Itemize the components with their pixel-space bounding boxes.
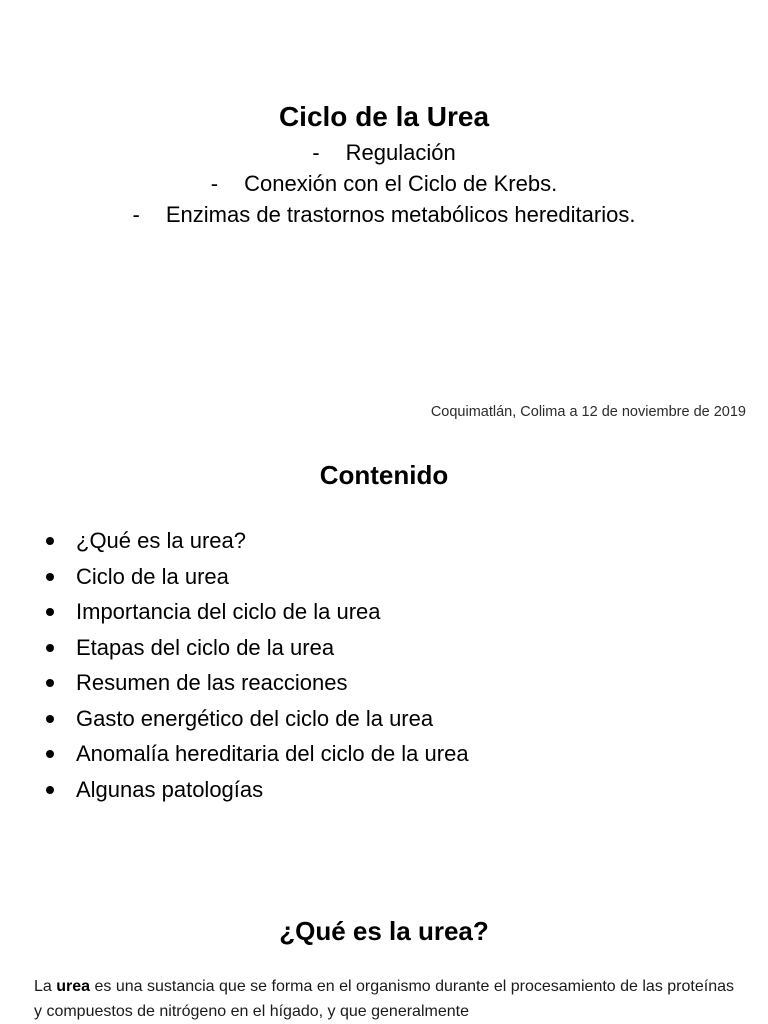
contents-item-text: ¿Qué es la urea? (76, 528, 246, 553)
contents-item (40, 701, 469, 737)
paragraph-rest: es una sustancia que se forma en el organismo durante el procesamiento de las proteínas y compuestos de nitrógeno en el hígado, y que generalmente (34, 978, 734, 1020)
subtopic-text: Regulación (345, 140, 456, 165)
bullet-icon (46, 537, 54, 545)
contents-item (40, 523, 469, 559)
subtopic-item (0, 168, 768, 199)
dash-marker: - (132, 202, 140, 227)
bullet-icon (46, 750, 54, 758)
bullet-icon (46, 786, 54, 794)
bullet-icon (46, 679, 54, 687)
document-title: Ciclo de la Urea (278, 101, 490, 132)
subtopic-item (0, 137, 768, 168)
contents-item (40, 665, 469, 701)
subtopic-item (0, 199, 768, 230)
bullet-icon (46, 573, 54, 581)
subtopic-text: Conexión con el Ciclo de Krebs. (244, 171, 558, 196)
subtopic-text: Enzimas de trastornos metabólicos hereditarios. (165, 202, 636, 227)
place-date: Coquimatlán, Colima a 12 de noviembre de 2019 (430, 404, 746, 420)
contents-list (40, 523, 469, 807)
contents-item-text: Importancia del ciclo de la urea (76, 599, 381, 624)
urea-definition-paragraph (34, 974, 744, 1024)
contents-item (40, 559, 469, 595)
contents-item (40, 630, 469, 666)
contents-item-text: Algunas patologías (76, 776, 264, 802)
contents-item (40, 594, 469, 630)
contents-item-text: Ciclo de la urea (76, 563, 229, 589)
contents-item-text: Resumen de las reacciones (76, 670, 348, 695)
contents-heading: Contenido (319, 460, 449, 490)
urea-section-heading: ¿Qué es la urea? (279, 916, 489, 946)
paragraph-start: La (34, 978, 57, 995)
bullet-icon (46, 608, 54, 616)
paragraph-bold-term: urea (56, 978, 91, 995)
dash-marker: - (210, 171, 219, 196)
bullet-icon (46, 644, 54, 652)
contents-item-text: Anomalía hereditaria del ciclo de la urea (76, 741, 469, 766)
contents-item (40, 736, 469, 772)
subtopics-list (0, 137, 768, 230)
bullet-icon (46, 715, 54, 723)
contents-item (40, 772, 469, 808)
contents-item-text: Etapas del ciclo de la urea (76, 634, 335, 660)
dash-marker: - (312, 140, 320, 165)
contents-item-text: Gasto energético del ciclo de la urea (76, 705, 434, 731)
